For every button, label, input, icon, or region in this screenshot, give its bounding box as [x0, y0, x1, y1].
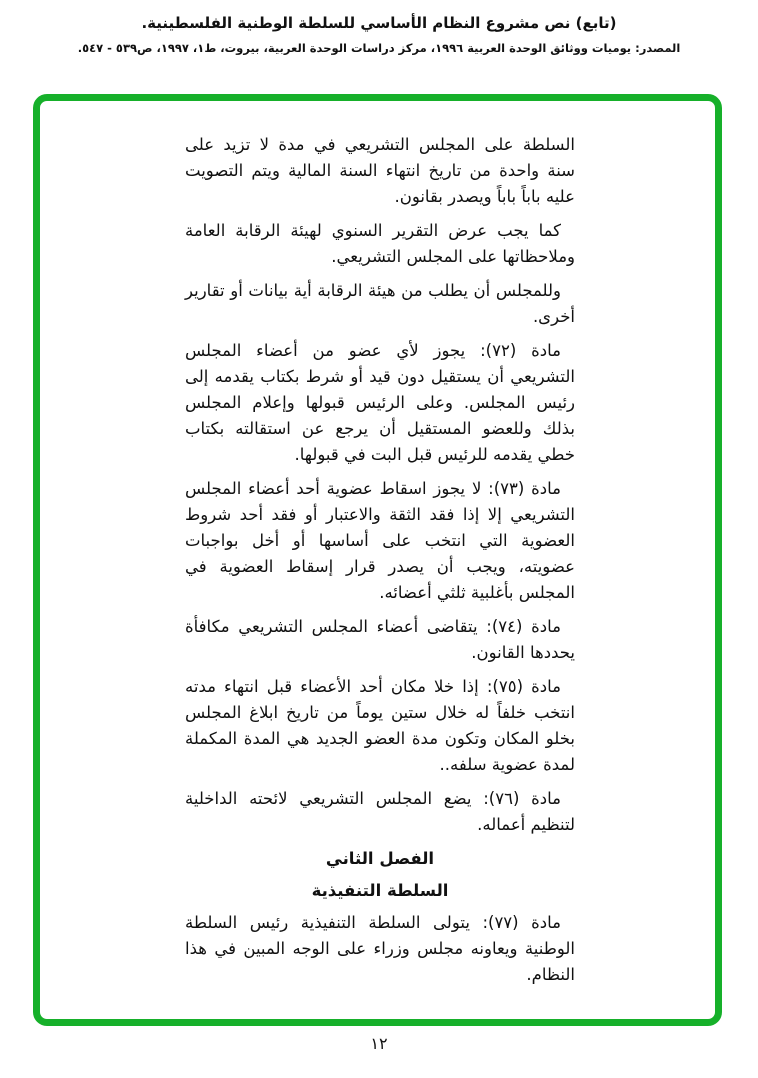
article-77: مادة (٧٧): يتولى السلطة التنفيذية رئيس السلطة الوطنية ويعاونه مجلس وزراء على الوجه المبين في هذا النظام.: [185, 913, 575, 984]
article-73: مادة (٧٣): لا يجوز اسقاط عضوية أحد أعضاء المجلس التشريعي إلا إذا فقد الثقة والاعتبار أو فقد أحد شروط العضوية التي انتخب على أساسها أو أخل بواجبات عضويته، ويجب أن يصدر قرار إسقاط العضوية في المجلس بأغلبية ثلثي أعضائه.: [185, 479, 575, 602]
chapter-heading: الفصل الثاني: [325, 849, 435, 868]
section-heading: السلطة التنفيذية: [311, 881, 449, 900]
article-72: مادة (٧٢): يجوز لأي عضو من أعضاء المجلس التشريعي أن يستقيل دون قيد أو شرط بكتاب يقدمه إلى رئيس المجلس. وعلى الرئيس قبولها وإعلام المجلس بذلك وللعضو المستقيل أن يرجع عن استقالته بكتاب خطي يقدمه للرئيس قبل البت في قبولها.: [185, 341, 575, 464]
paragraph: وللمجلس أن يطلب من هيئة الرقابة أية بيانات أو تقارير أخرى.: [185, 281, 575, 326]
document-title: (تابع) نص مشروع النظام الأساسي للسلطة الوطنية الفلسطينية.: [141, 14, 617, 32]
paragraph: كما يجب عرض التقرير السنوي لهيئة الرقابة العامة وملاحظاتها على المجلس التشريعي.: [185, 221, 575, 266]
page-number: ١٢: [370, 1034, 388, 1053]
article-76: مادة (٧٦): يضع المجلس التشريعي لائحته الداخلية لتنظيم أعماله.: [185, 789, 575, 834]
article-75: مادة (٧٥): إذا خلا مكان أحد الأعضاء قبل انتهاء مدته انتخب خلفاً له خلال ستين يوماً من تاريخ ابلاغ المجلس بخلو المكان وتكون مدة العضو الجديد هي المدة المكملة لمدة عضوية سلفه..: [185, 677, 575, 774]
page-header: [0, 14, 758, 55]
paragraph-continuation: السلطة على المجلس التشريعي في مدة لا تزيد على سنة واحدة من تاريخ انتهاء السنة المالية ويتم التصويت عليه باباً باباً ويصدر بقانون.: [185, 135, 575, 206]
article-74: مادة (٧٤): يتقاضى أعضاء المجلس التشريعي مكافأة يحددها القانون.: [185, 617, 575, 662]
document-body: [185, 132, 575, 996]
source-citation: المصدر: يوميات ووثائق الوحدة العربية ١٩٩٦، مركز دراسات الوحدة العربية، بيروت، ط١، ١٩٩٧، ص٥٣٩ - ٥٤٧.: [77, 41, 681, 55]
